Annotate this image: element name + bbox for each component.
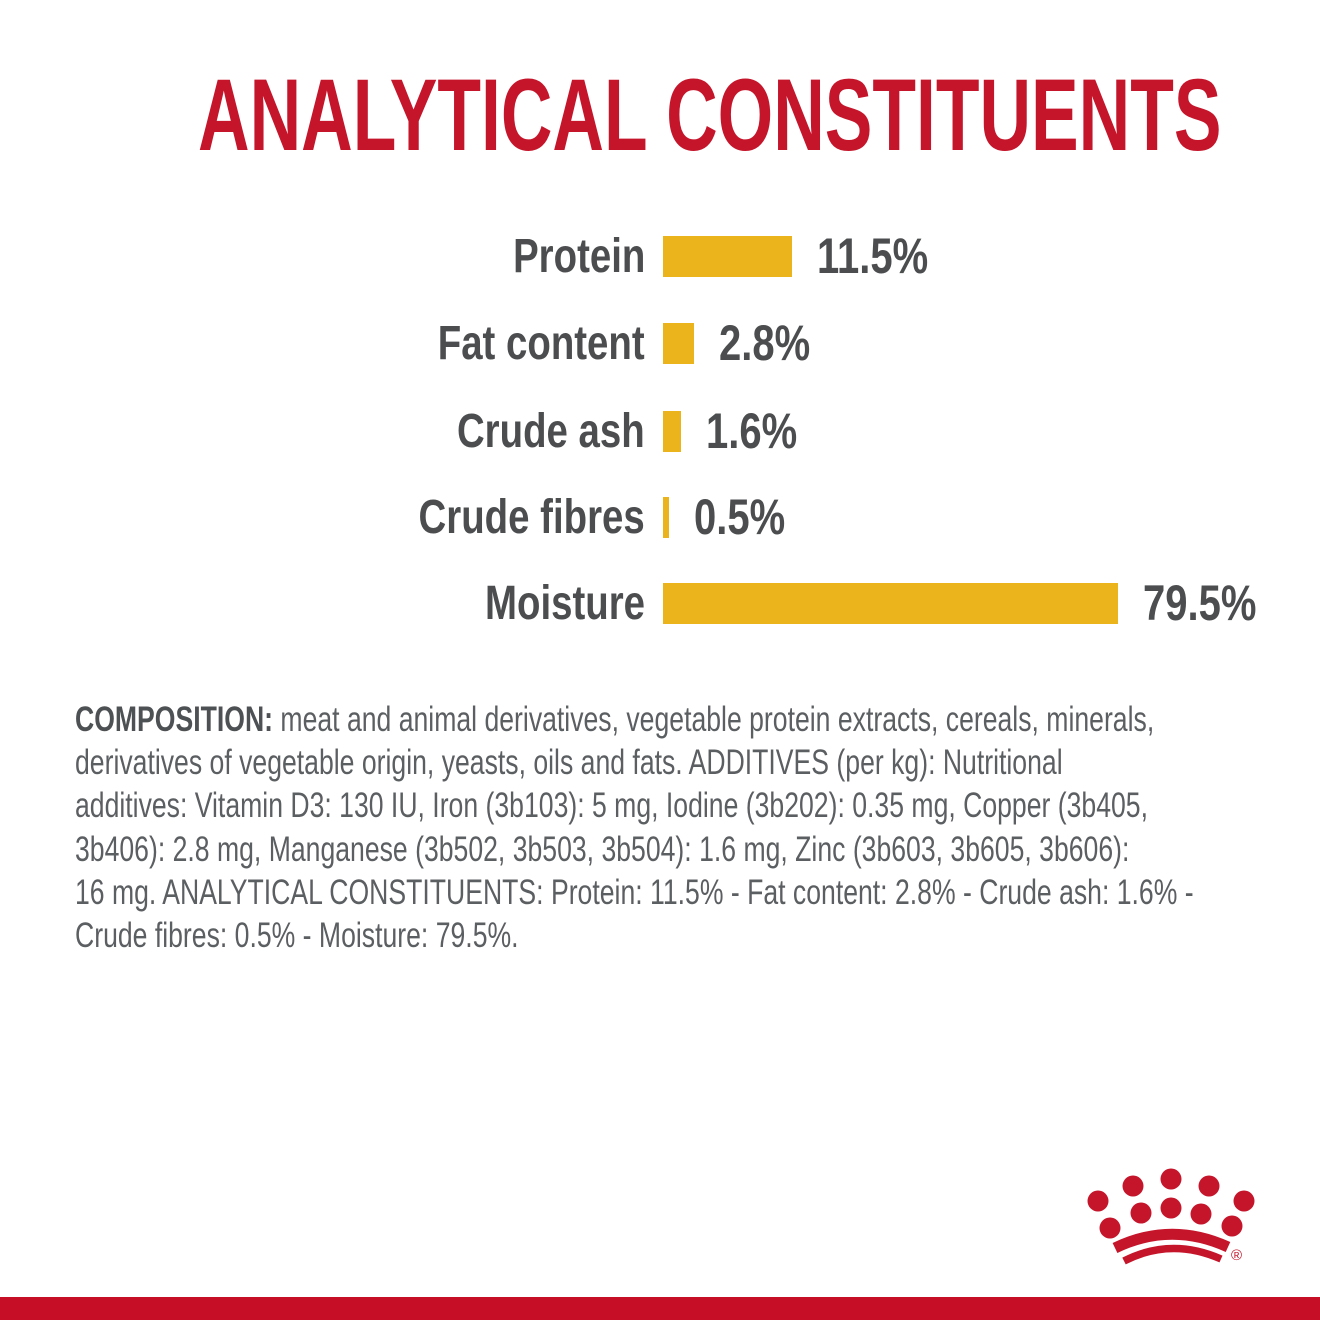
composition-line-1: meat and animal derivatives, vegetable protein extracts, cereals, minerals, (273, 700, 1155, 739)
royal-canin-crown-logo (1085, 1168, 1255, 1290)
bar-label-crude-fibres: Crude fibres (418, 491, 645, 544)
bar-label-moisture: Moisture (484, 577, 645, 630)
crown-icon (1085, 1168, 1255, 1290)
bar-crude-ash (663, 411, 681, 452)
bar-value-fat-content: 2.8% (719, 315, 811, 371)
composition-line-3: additives: Vitamin D3: 130 IU, Iron (3b103): 5 mg, Iodine (3b202): 0.35 mg, Copper (3b405, (75, 786, 1148, 826)
bar-label-fat-content: Fat content (438, 317, 645, 370)
chart-row-protein (0, 228, 956, 284)
registered-mark: ® (1231, 1247, 1243, 1264)
bottom-red-strip (0, 1297, 1320, 1320)
composition-label: COMPOSITION: (75, 700, 274, 739)
composition-line-4: 3b406): 2.8 mg, Manganese (3b502, 3b503, 3b504): 1.6 mg, Zinc (3b603, 3b605, 3b606): (75, 829, 1130, 869)
chart-row-fat-content (0, 315, 833, 371)
chart-row-crude-fibres (0, 489, 808, 545)
page-title: ANALYTICAL CONSTITUENTS (198, 58, 1222, 172)
chart-row-moisture (0, 575, 1285, 631)
composition-line-2: derivatives of vegetable origin, yeasts, oils and fats. ADDITIVES (per kg): Nutritional (75, 743, 1063, 783)
bar-label-protein: Protein (512, 230, 645, 283)
bar-value-crude-fibres: 0.5% (693, 489, 785, 545)
bar-value-crude-ash: 1.6% (705, 403, 798, 459)
composition-line-5: 16 mg. ANALYTICAL CONSTITUENTS: Protein: 11.5% - Fat content: 2.8% - Crude ash: 1.6% - (75, 872, 1194, 912)
bar-label-crude-ash: Crude ash (457, 405, 645, 458)
bar-crude-fibres (663, 497, 669, 538)
composition-paragraph (75, 698, 1291, 957)
bar-value-moisture: 79.5% (1143, 575, 1257, 631)
composition-line-6: Crude fibres: 0.5% - Moisture: 79.5%. (75, 916, 519, 956)
bar-moisture (663, 583, 1118, 624)
chart-row-crude-ash (0, 403, 820, 459)
bar-value-protein: 11.5% (816, 228, 929, 284)
bar-fat-content (663, 323, 694, 364)
bar-protein (663, 236, 792, 277)
